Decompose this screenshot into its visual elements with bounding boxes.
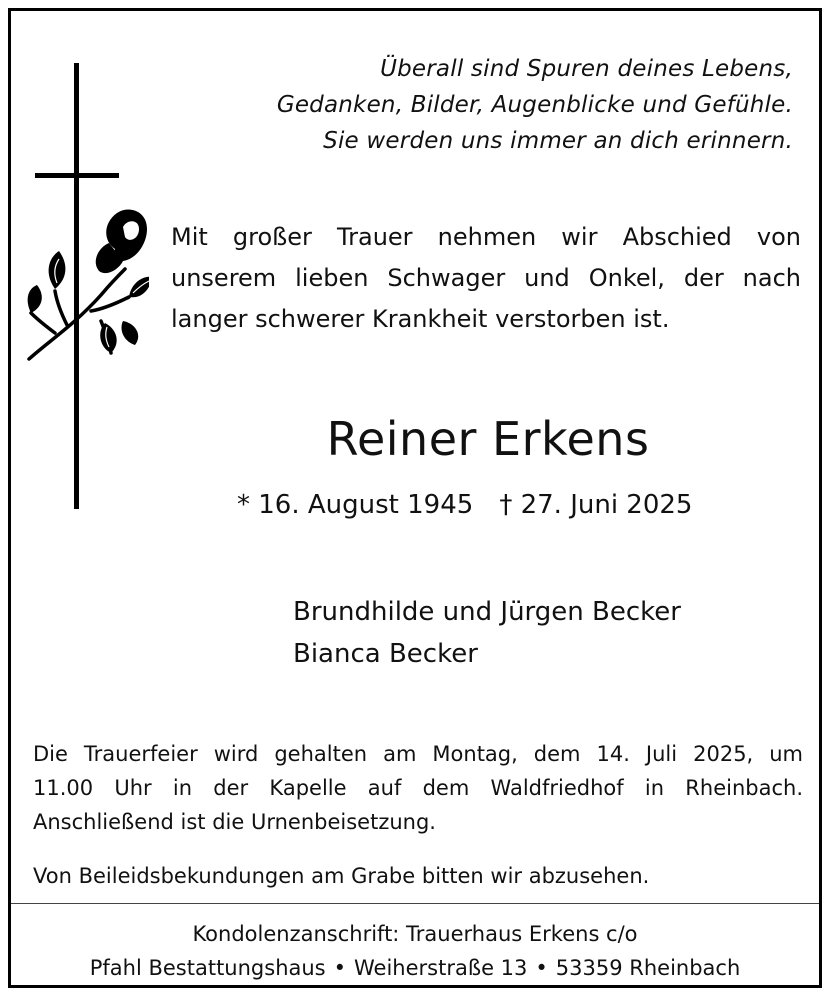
postal-city: 53359 Rheinbach [555,956,741,980]
deceased-name: Reiner Erkens [326,412,650,466]
address-line-2 [11,951,819,985]
announcement-line-1: Mit großer Trauer nehmen wir Abschied von [171,223,801,251]
mourner-line-1: Brundhilde und Jürgen Becker [293,597,681,627]
quote-line-2: Gedanken, Bilder, Augenblicke und Gefühle. [276,92,793,118]
condolence-request: Von Beileidsbekundungen am Grabe bitten wir abzusehen. [33,864,650,888]
mourner-line-2: Bianca Becker [293,639,478,669]
announcement-line-2: unserem lieben Schwager und Onkel, der nach [171,264,801,292]
quote-line-3: Sie werden uns immer an dich erinnern. [323,128,793,154]
obituary-notice [8,8,822,988]
service-line-1: Die Trauerfeier wird gehalten am Montag, dem 14. Juli 2025, um [33,742,803,766]
condolence-address [11,917,819,985]
announcement-text [171,217,801,340]
service-line-2: 11.00 Uhr in der Kapelle auf dem Waldfriedhof in Rheinbach. [33,776,803,800]
separator-dot: • [535,956,548,980]
address-line-1: Kondolenzanschrift: Trauerhaus Erkens c/o [192,922,638,946]
footer-divider [11,903,819,904]
funeral-service-info [33,737,803,839]
death-date: † 27. Juni 2025 [499,490,693,520]
life-dates [237,485,692,525]
service-line-3: Anschließend ist die Urnenbeisetzung. [33,810,436,834]
funeral-home-name: Pfahl Bestattungshaus [89,956,326,980]
separator-dot: • [333,956,347,980]
street-address: Weiherstraße 13 [354,956,528,980]
mourners-list [293,591,681,675]
birth-date: * 16. August 1945 [237,490,474,520]
announcement-line-3: langer schwerer Krankheit verstorben ist. [171,305,670,333]
quote-line-1: Überall sind Spuren deines Lebens, [380,56,793,82]
memorial-quote [277,51,793,159]
